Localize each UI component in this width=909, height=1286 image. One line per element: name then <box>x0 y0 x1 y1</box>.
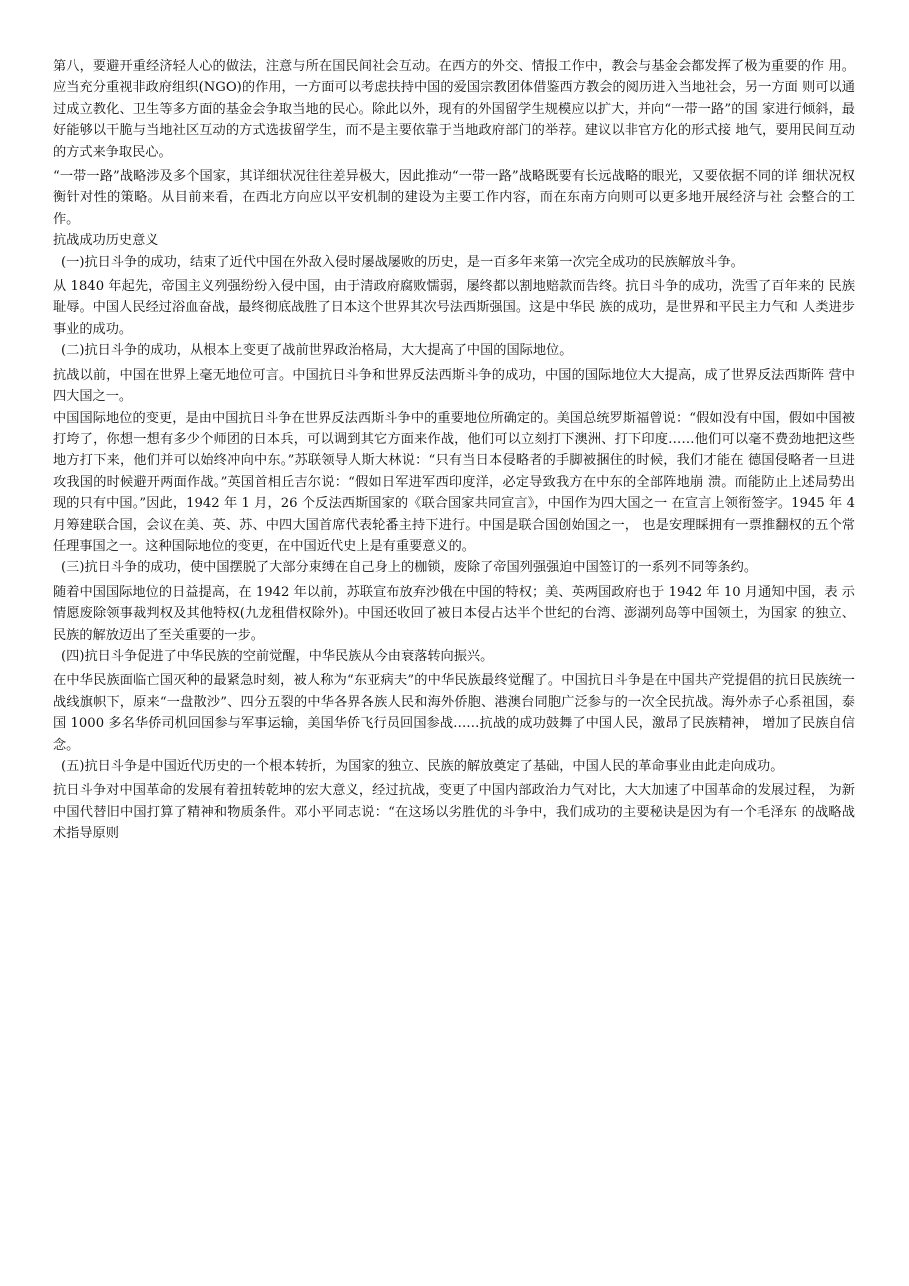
point-three-body: 随着中国国际地位的日益提高，在 1942 年以前，苏联宣布放弃沙俄在中国的特权；美、英两国政府也于 1942 年 10 月通知中国，表 示情愿废除领事裁判权及其他特权(九龙租借权除外)。中国还收回了被日本侵占达半个世纪的台湾、澎湖列岛等中国领土，为国家 的独立、民族的解放迈出了至关重要的一步。 <box>53 584 855 643</box>
section-heading: 抗战成功历史意义 <box>53 233 159 249</box>
paragraph-eighth-point: 第八，要避开重经济轻人心的做法，注意与所在国民间社会互动。在西方的外交、情报工作中，教会与基金会都发挥了极为重要的作 用。应当充分重视非政府组织(NGO)的作用，一方面可以考虑扶持中国的爱国宗教团体借鉴西方教会的阅历进入当地社会，另一方面 则可以通过成立教化、卫生等多方面的基金会争取当地的民心。除此以外，现有的外国留学生规模应以扩大，并向“一带一路”的国 家进行倾斜，最好能够以干脆与当地社区互动的方式选拔留学生，而不是主要依靠于当地政府部门的举荐。建议以非官方化的形式接 地气，要用民间互动的方式来争取民心。 <box>53 59 855 160</box>
point-two-body-a: 抗战以前，中国在世界上毫无地位可言。中国抗日斗争和世界反法西斯斗争的成功，中国的国际地位大大提高，成了世界反法西斯阵 营中四大国之一。 <box>53 367 855 405</box>
point-four-heading: (四)抗日斗争促进了中华民族的空前觉醒，中华民族从今由衰落转向振兴。 <box>61 648 494 664</box>
paragraph-belt-road-strategy: “一带一路”战略涉及多个国家，其详细状况往往差异极大，因此推动“一带一路”战略既要有长远战略的眼光，又要依据不同的详 细状况权衡针对性的策略。从目前来看，在西北方向应以平安机制的建设为主要工作内容，而在东南方向则可以更多地开展经济与社 会整合的工作。 <box>53 169 855 227</box>
point-five-body: 抗日斗争对中国革命的发展有着扭转乾坤的宏大意义，经过抗战，变更了中国内部政治力气对比，大大加速了中国革命的发展过程， 为新中国代替旧中国打算了精神和物质条件。邓小平同志说：“在这场以劣胜优的斗争中，我们成功的主要秘诀是因为有一个毛泽东 的战略战术指导原则 <box>53 783 855 842</box>
point-one-body: 从 1840 年起先，帝国主义列强纷纷入侵中国，由于清政府腐败懦弱，屡终都以割地赔款而告终。抗日斗争的成功，洗雪了百年来的 民族耻辱。中国人民经过浴血奋战，最终彻底战胜了日本这个世界其次号法西斯强国。这是中华民 族的成功，是世界和平民主力气和 人类进步事业的成功。 <box>53 279 855 337</box>
point-two-heading: (二)抗日斗争的成功，从根本上变更了战前世界政治格局，大大提高了中国的国际地位。 <box>61 343 573 359</box>
point-two-body-b: 中国国际地位的变更，是由中国抗日斗争在世界反法西斯斗争中的重要地位所确定的。美国总统罗斯福曾说：“假如没有中国，假如中国被打垮了，你想一想有多少个师团的日本兵，可以调到其它方面来作战，他们可以立刻打下澳洲、打下印度……他们可以毫不费劲地把这些地方打下来，他们并可以始终冲向中东。”苏联领导人斯大林说：“只有当日本侵略者的手脚被捆住的时候，我们才能在 德国侵略者一旦进攻我国的时候避开两面作战。”英国首相丘吉尔说：“假如日军进军西印度洋，必定导致我方在中东的全部阵地崩 溃。而能防止上述局势出现的只有中国。”因此，1942 年 1 月，26 个反法西斯国家的《联合国家共同宣言》，中国作为四大国之一 在宣言上领衔签字。1945 年 4 月筹建联合国，会议在美、英、苏、中四大国首席代表轮番主持下进行。中国是联合国创始国之一， 也是安理睬拥有一票推翻权的五个常任理事国之一。这种国际地位的变更，在中国近代史上是有重要意义的。 <box>53 410 855 554</box>
document-page <box>53 56 855 845</box>
point-one-heading: (一)抗日斗争的成功，结束了近代中国在外敌入侵时屡战屡败的历史，是一百多年来第一次完全成功的民族解放斗争。 <box>61 254 744 270</box>
point-four-body: 在中华民族面临亡国灭种的最紧急时刻，被人称为“东亚病夫”的中华民族最终觉醒了。中国抗日斗争是在中国共产党提倡的抗日民族统一战线旗帜下，原来“一盘散沙”、四分五裂的中华各界各族人民和海外侨胞、港澳台同胞广泛参与的一次全民抗战。海外赤子心系祖国，泰国 1000 多名华侨司机回国参与军事运输，美国华侨飞行员回国参战……抗战的成功鼓舞了中国人民，激昂了民族精神， 增加了民族自信念。 <box>53 673 855 753</box>
point-five-heading: (五)抗日斗争是中国近代历史的一个根本转折，为国家的独立、民族的解放奠定了基础，中国人民的革命事业由此走向成功。 <box>61 759 784 774</box>
point-three-heading: (三)抗日斗争的成功，使中国摆脱了大部分束缚在自己身上的枷锁，废除了帝国列强强迫中国签订的一系列不同等条约。 <box>61 560 758 576</box>
